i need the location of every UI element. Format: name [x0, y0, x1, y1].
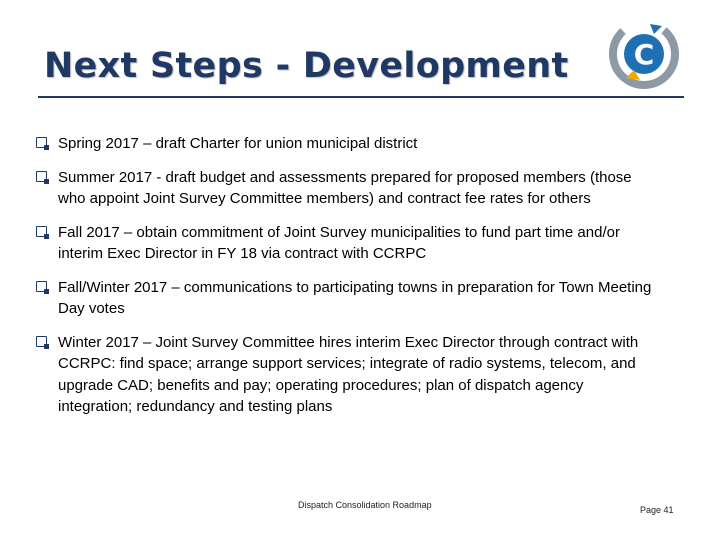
- bullet-list: [36, 133, 656, 430]
- title-divider: [38, 96, 684, 98]
- bullet-item: [36, 277, 656, 320]
- checkbox-bullet-icon: [36, 137, 47, 148]
- bullet-item: [36, 133, 656, 155]
- checkbox-bullet-icon: [36, 336, 47, 347]
- bullet-item: [36, 332, 656, 418]
- bullet-text: Fall 2017 – obtain commitment of Joint Survey municipalities to fund part time and/or interim Exec Director in FY 18 via contract with CCRPC: [58, 223, 620, 262]
- bullet-text: Fall/Winter 2017 – communications to participating towns in preparation for Town Meeting Day votes: [58, 278, 652, 317]
- logo-letter: C: [633, 38, 655, 71]
- slide-footer: Dispatch Consolidation Roadmap: [298, 500, 432, 510]
- bullet-item: [36, 167, 656, 210]
- checkbox-bullet-icon: [36, 281, 47, 292]
- checkbox-bullet-icon: [36, 171, 47, 182]
- ccrpc-logo-icon: [604, 14, 684, 94]
- bullet-item: [36, 222, 656, 265]
- bullet-text: Winter 2017 – Joint Survey Committee hires interim Exec Director through contract with CCRPC: find space; arrange support services; integrate of radio systems, telecom, and upgrade CAD; benefits and pay; operating procedures; plan of dispatch agency integration; redundancy and testing plans: [58, 333, 639, 415]
- slide-title: Next Steps - Development: [44, 46, 569, 86]
- checkbox-bullet-icon: [36, 226, 47, 237]
- bullet-text: Spring 2017 – draft Charter for union municipal district: [58, 135, 418, 152]
- page-number: Page 41: [640, 505, 674, 515]
- bullet-text: Summer 2017 - draft budget and assessments prepared for proposed members (those who appoint Joint Survey Committee members) and contract fee rates for others: [58, 168, 632, 207]
